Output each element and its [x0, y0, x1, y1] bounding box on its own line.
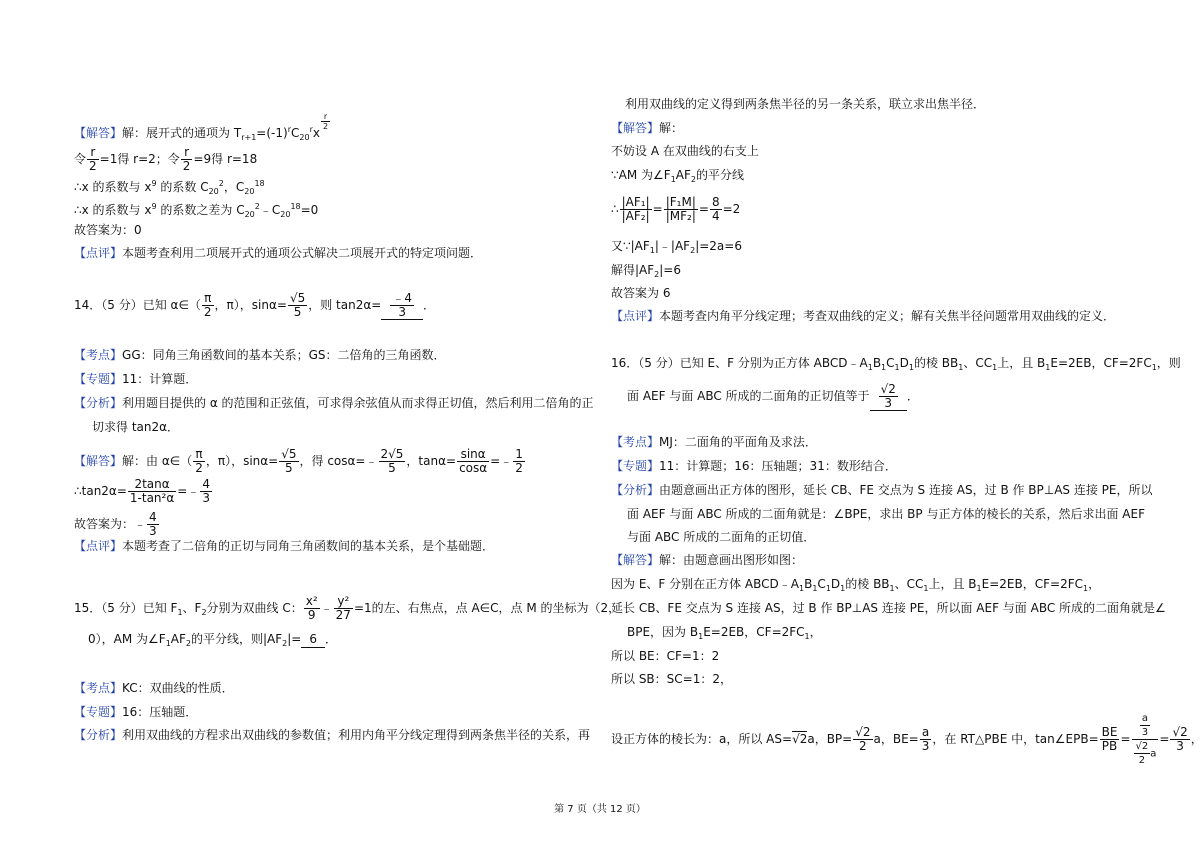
math: ﹣: [320, 601, 333, 615]
math: 2: [654, 270, 660, 279]
fraction: $\frac{\text{|F₁M|}}{\text{|MF₂|}}$: [665, 195, 696, 223]
solution-15: [611, 120, 683, 136]
text: a，BE=: [873, 732, 919, 746]
text: 利用双曲线的方程求出双曲线的参数值；利用内角平分线定理得到两条焦半径的关系，再: [122, 728, 591, 742]
compound-fraction: [1132, 712, 1159, 767]
text: 11：计算题．: [122, 372, 198, 386]
math: 20: [244, 187, 255, 196]
math: 2: [201, 608, 207, 617]
answer-blank: [870, 383, 907, 411]
fraction: $\frac{√2}{3}$: [880, 382, 896, 410]
analysis-16-cont-2: 与面 ABC 所成的二面角的正切值．: [627, 530, 816, 544]
fraction: $\frac{4}{3}$: [149, 510, 157, 538]
text: ﹣C: [259, 203, 281, 217]
fraction: $\frac{\pi}{2}$: [195, 447, 203, 475]
question-15-cont: [88, 631, 337, 652]
math: 1: [165, 639, 171, 648]
fraction: $\frac{8}{4}$: [711, 195, 720, 223]
text: 分别为双曲线 C：: [206, 601, 303, 615]
text: =﹣: [177, 484, 200, 498]
solution-tag: 【解答】: [611, 553, 660, 567]
fraction: $\frac{\sin\alpha}{\cos\alpha}$: [459, 447, 488, 475]
math: =(-1): [256, 126, 288, 140]
text: ，得 cosα=﹣: [299, 454, 378, 468]
math: 1: [908, 363, 914, 372]
topic-tag: 【专题】: [74, 705, 123, 719]
analysis-16: [611, 482, 1153, 498]
text: 11：计算题；16：压轴题；31：数形结合．: [659, 459, 897, 473]
text: 14．（5 分）已知 α∈（: [74, 298, 201, 312]
text: 解：展开式的通项为: [122, 126, 231, 140]
math: 20: [208, 187, 219, 196]
math: 1: [923, 584, 929, 593]
solution-16-line-3: [627, 624, 822, 645]
fraction: $\frac{r}{2}$: [89, 145, 97, 173]
solution-line-1: [74, 112, 331, 146]
question-16: [611, 355, 1181, 376]
solution-line-2: [74, 146, 257, 173]
solution-16-line-5: 所以 SB：SC=1：2，: [611, 672, 732, 686]
fraction: $\frac{﹣4}{3}$: [392, 291, 412, 319]
text: ，: [1190, 732, 1203, 746]
math: 1: [799, 584, 805, 593]
review-tag: 【点评】: [611, 309, 660, 323]
text: =9得 r=18: [193, 152, 258, 166]
text: 0），AM 为∠F: [88, 632, 166, 646]
fraction: $\frac{√5}{5}$: [289, 291, 306, 319]
fraction: $\frac{2\tan\alpha}{\text{1-tan²α}}$: [129, 477, 175, 505]
math: 1: [804, 632, 810, 641]
math: 20: [244, 210, 255, 219]
text: B: [804, 577, 813, 591]
text: 解：由题意画出图形如图：: [659, 553, 804, 567]
math: 20: [280, 210, 291, 219]
question-14: [74, 292, 435, 320]
text: 令: [74, 152, 87, 166]
text: |=: [287, 632, 302, 646]
text: 解得|AF: [611, 263, 655, 277]
text: E=2EB，CF=2FC: [1050, 356, 1152, 370]
text: E=2EB，CF=2FC: [703, 625, 805, 639]
text: B: [872, 356, 882, 370]
text: ∴: [611, 202, 619, 216]
answer-blank: 6: [301, 631, 325, 648]
solution-16: [611, 552, 803, 568]
text: ，C: [223, 180, 245, 194]
text: 的棱 BB: [913, 356, 959, 370]
question-15: [74, 595, 620, 622]
analysis-tag: 【分析】: [611, 483, 660, 497]
text: 的棱 BB: [845, 577, 890, 591]
math: √2: [792, 732, 808, 746]
math: 1: [1082, 584, 1089, 593]
knowledge-tag: 【考点】: [74, 681, 123, 695]
math: 1: [976, 584, 982, 593]
math: 1: [958, 363, 964, 372]
answer-14: [74, 511, 160, 538]
analysis-14: [74, 395, 594, 411]
text: =: [698, 202, 709, 216]
question-16-cont: [627, 383, 919, 411]
text: 由题意画出正方体的图形，延长 CB、FE 交点为 S 连接 AS，过 B 作 BP⊥AS 连接 PE，所以: [659, 483, 1153, 497]
fraction: $\frac{4}{3}$: [202, 477, 210, 505]
topic-tag: 【专题】: [611, 459, 660, 473]
math: 1: [698, 632, 704, 641]
solution-line-4: [74, 199, 318, 223]
text: =: [1120, 732, 1131, 746]
text: ，π），sinα=: [205, 454, 279, 468]
text: =2: [722, 202, 741, 216]
text: 的平分线，则|AF: [191, 632, 283, 646]
text: ∴x 的系数与 x: [74, 203, 152, 217]
analysis-15-cont: 利用双曲线的定义得到两条焦半径的另一条关系，联立求出焦半径．: [625, 97, 986, 111]
text: 又∵|AF: [611, 239, 650, 253]
text: 的系数之差为 C: [156, 203, 245, 217]
text: ，π），sinα=: [214, 298, 287, 312]
knowledge-tag: 【考点】: [611, 435, 660, 449]
math: a: [1150, 748, 1157, 760]
text: 利用题目提供的 α 的范围和正弦值，可求得余弦值从而求得正切值，然后利用二倍角的正: [122, 396, 594, 410]
text: ．: [325, 632, 338, 646]
math: r: [287, 125, 291, 134]
text: 面 AEF 与面 ABC 所成的二面角的正切值等于: [627, 389, 870, 403]
text: =0: [300, 203, 319, 217]
fraction: $\frac{a}{3}$: [921, 725, 930, 753]
text: KC：双曲线的性质．: [122, 681, 234, 695]
math: 1: [894, 363, 900, 372]
exponent-fraction: $\frac{r}{2}$: [322, 112, 329, 131]
analysis-14-cont: 切求得 tan2α．: [92, 420, 180, 434]
text: 15．（5 分）已知 F: [74, 601, 178, 615]
text: 故答案为：﹣: [74, 517, 147, 531]
math: 1: [825, 584, 831, 593]
text: C: [817, 577, 826, 591]
fraction: $\frac{r}{2}$: [182, 145, 191, 173]
topic-16: [611, 458, 897, 474]
knowledge-tag: 【考点】: [74, 348, 123, 362]
review-line: [74, 245, 482, 261]
math: 1: [177, 608, 183, 617]
analysis-15: [74, 727, 590, 743]
text: 设正方体的棱长为：a，所以 AS=: [611, 732, 793, 746]
text: ∴x 的系数与 x: [74, 180, 152, 194]
solution-16-line-6: [611, 712, 1203, 767]
analysis-tag: 【分析】: [74, 728, 123, 742]
solution-line-3: [74, 176, 265, 200]
text: |=6: [659, 263, 681, 277]
math: 1: [670, 175, 676, 184]
fraction: $\frac{1}{2}$: [515, 447, 523, 475]
text: 上，且 B: [928, 577, 977, 591]
text: ∵AM 为∠F: [611, 168, 671, 182]
solution-tag: 【解答】: [74, 126, 123, 140]
solution-15-line-2: [611, 167, 744, 188]
knowledge-point-16: [611, 434, 817, 450]
text: 解：: [659, 121, 684, 135]
math: 2: [254, 202, 260, 211]
math: 2: [690, 246, 696, 255]
text: 16．（5 分）已知 E、F 分别为正方体 ABCD﹣A: [611, 356, 868, 370]
math: r: [309, 125, 313, 134]
fraction: $\frac{2√5}{5}$: [380, 447, 404, 475]
text: E=2EB，CF=2FC: [981, 577, 1083, 591]
review-14: [74, 538, 494, 554]
text: GG：同角三角函数间的基本关系；GS：二倍角的三角函数．: [122, 348, 446, 362]
text: BPE，因为 B: [627, 625, 699, 639]
review-tag: 【点评】: [74, 539, 123, 553]
math: 1: [649, 246, 655, 255]
text: =﹣: [490, 454, 513, 468]
text: |=2a=6: [695, 239, 742, 253]
fraction: $\frac{√2}{2}$: [855, 725, 871, 753]
text: 解：由 α∈（: [122, 454, 193, 468]
math: C: [290, 126, 300, 140]
math: 1: [1151, 363, 1157, 372]
math: 1: [1045, 363, 1051, 372]
text: 的平分线: [696, 168, 745, 182]
text: =: [1159, 732, 1170, 746]
text: 本题考查内角平分线定理；考查双曲线的定义；解有关焦半径问题常用双曲线的定义．: [659, 309, 1116, 323]
fraction: $\frac{BE}{PB}$: [1101, 725, 1118, 753]
fraction: $\frac{\text{|AF₁|}}{\text{|AF₂|}}$: [621, 195, 650, 223]
topic-tag: 【专题】: [74, 372, 123, 386]
text: ．: [422, 298, 435, 312]
text: =1得 r=2；令: [99, 152, 180, 166]
solution-16-line-1: [611, 576, 1100, 597]
fraction: $\frac{\text{y²}}{27}$: [335, 594, 351, 622]
text: C: [886, 356, 895, 370]
solution-tag: 【解答】: [74, 454, 123, 468]
text: 因为 E、F 分别在正方体 ABCD﹣A: [611, 577, 799, 591]
text: ，在 RT△PBE 中，tan∠EPB=: [932, 732, 1099, 746]
solution-15-line-5: [611, 262, 681, 283]
math: 1: [992, 363, 998, 372]
math: 20: [299, 133, 310, 142]
solution-14: [74, 448, 526, 475]
math: 18: [254, 179, 265, 188]
solution-15-line-3: [611, 196, 740, 223]
review-tag: 【点评】: [74, 246, 123, 260]
text: 16：压轴题．: [122, 705, 198, 719]
answer-blank: [381, 292, 423, 320]
solution-16-line-2: 延长 CB、FE 交点为 S 连接 AS，过 B 作 BP⊥AS 连接 PE，所以面 AEF 与面 ABC 所成的二面角就是∠: [611, 601, 1166, 615]
fraction: $\frac{√2}{3}$: [1172, 725, 1188, 753]
fraction: $\frac{√5}{5}$: [281, 447, 297, 475]
text: ∴tan2α=: [74, 484, 127, 498]
knowledge-point-15: [74, 680, 234, 696]
math: x: [312, 126, 320, 140]
math: 2: [185, 639, 191, 648]
math: 2: [218, 179, 224, 188]
math: 1: [881, 363, 887, 372]
topic-15: [74, 704, 197, 720]
text: ，: [1088, 577, 1101, 591]
fraction: $\frac{\pi}{2}$: [203, 291, 212, 319]
solution-15-line-4: [611, 238, 742, 259]
text: D: [899, 356, 909, 370]
fraction: $\frac{√2}{2}$: [1135, 741, 1149, 766]
math: T: [233, 126, 242, 140]
text: 上，且 B: [997, 356, 1046, 370]
tan2a-line: [74, 478, 213, 505]
math: 1: [889, 584, 895, 593]
math: 1: [840, 584, 846, 593]
text: |﹣|AF: [654, 239, 691, 253]
math: 9: [151, 202, 157, 211]
review-15: [611, 308, 1115, 324]
analysis-tag: 【分析】: [74, 396, 123, 410]
math: 2: [690, 175, 696, 184]
text: =: [652, 202, 663, 216]
text: 本题考查利用二项展开式的通项公式解决二项展开式的特定项问题．: [122, 246, 483, 260]
knowledge-point-14: [74, 347, 446, 363]
text: AF: [675, 168, 691, 182]
text: ，则: [1156, 356, 1181, 370]
text: D: [830, 577, 841, 591]
text: ，tanα=: [406, 454, 457, 468]
text: a，BP=: [807, 732, 853, 746]
fraction: $\frac{a}{3}$: [1141, 713, 1149, 738]
text: 的系数 C: [156, 180, 209, 194]
math: 1: [812, 584, 818, 593]
text: =1的左、右焦点，点 A∈C，点 M 的坐标为（2，: [353, 601, 621, 615]
analysis-16-cont-1: 面 AEF 与面 ABC 所成的二面角就是：∠BPE，求出 BP 与正方体的棱长的关系，然后求出面 AEF: [627, 507, 1145, 521]
math: 9: [151, 179, 157, 188]
text: 、CC: [963, 356, 993, 370]
solution-15-line-1: 不妨设 A 在双曲线的右支上: [611, 144, 759, 158]
text: AF: [170, 632, 186, 646]
fraction: $\frac{\text{x²}}{9}$: [305, 594, 318, 622]
text: ．: [906, 389, 919, 403]
text: ，: [809, 625, 822, 639]
answer-line: 故答案为：0: [74, 223, 142, 237]
text: 、F: [182, 601, 202, 615]
math: 2: [282, 639, 288, 648]
solution-16-line-4: 所以 BE：CF=1：2: [611, 649, 720, 663]
text: 本题考查了二倍角的正切与同角三角函数间的基本关系，是个基础题．: [122, 539, 495, 553]
topic-14: [74, 371, 197, 387]
math: 1: [867, 363, 873, 372]
text: MJ：二面角的平面角及求法．: [659, 435, 817, 449]
math: 18: [290, 202, 301, 211]
solution-tag: 【解答】: [611, 121, 660, 135]
text: 、CC: [894, 577, 924, 591]
page-footer: 第 7 页（共 12 页）: [554, 804, 646, 815]
text: ，则 tan2α=: [308, 298, 382, 312]
math: r+1: [241, 133, 257, 142]
answer-15: 故答案为 6: [611, 286, 671, 300]
